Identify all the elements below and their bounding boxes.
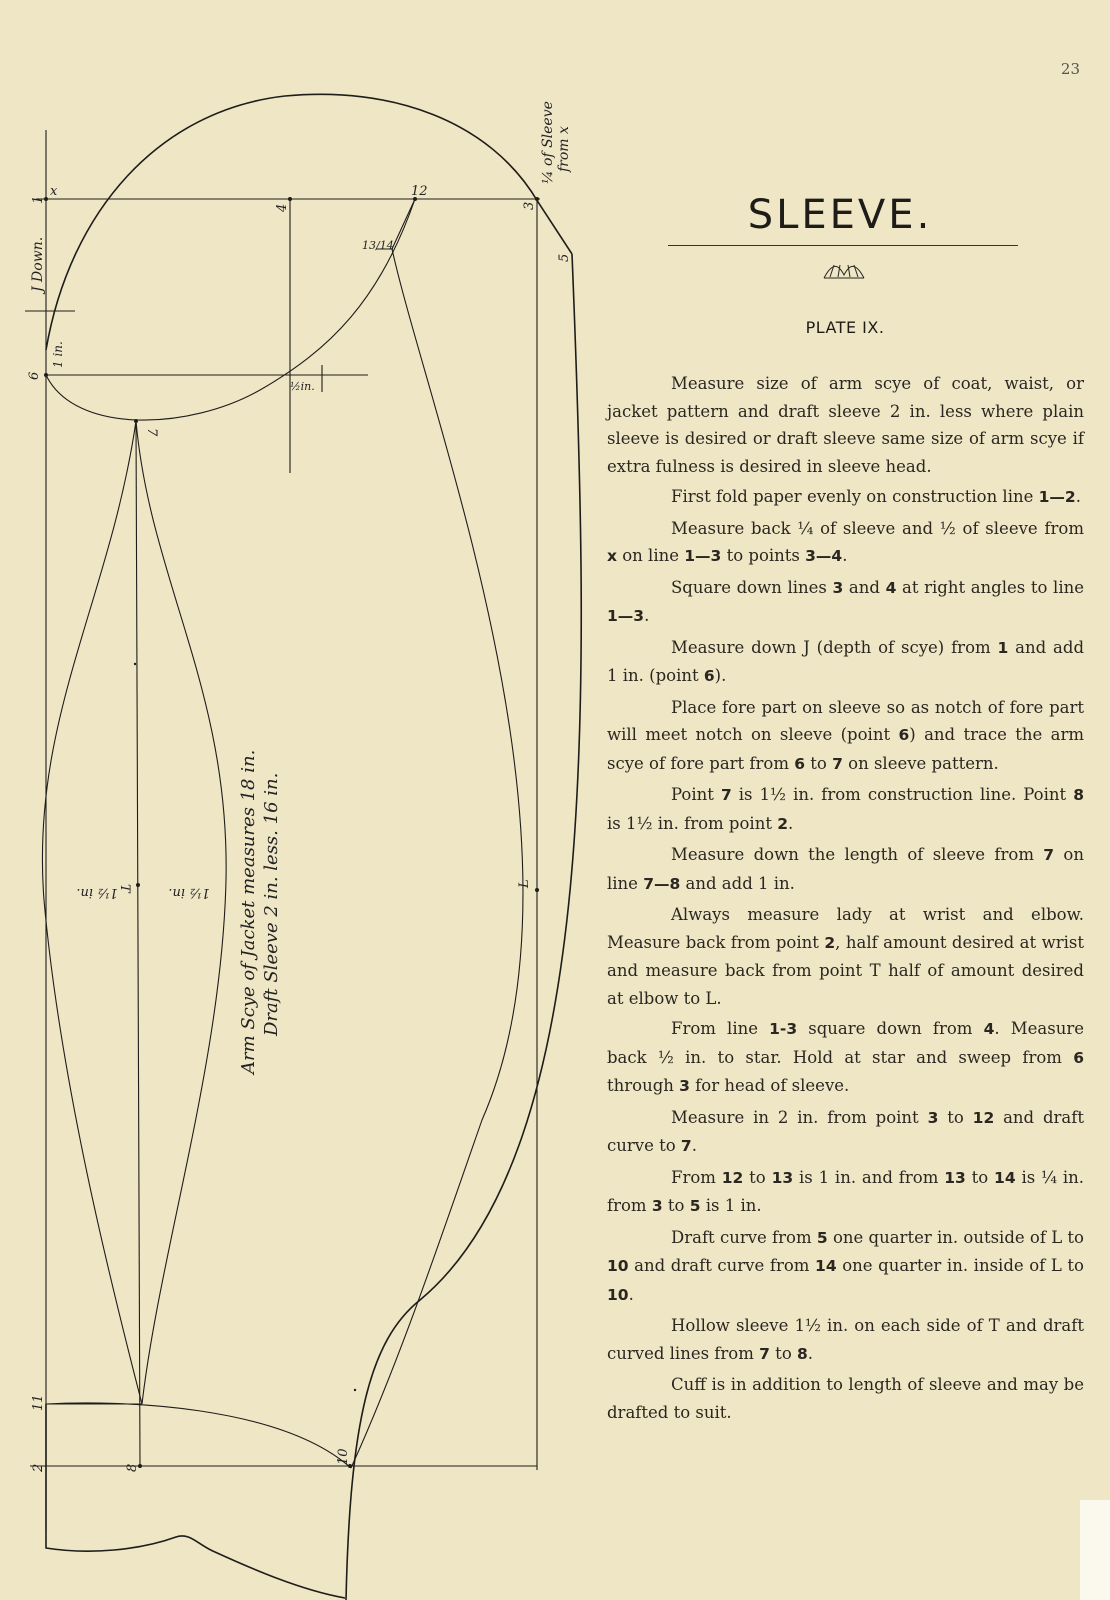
- text-run: to: [938, 1107, 973, 1127]
- point-reference: 12: [721, 1168, 744, 1187]
- instruction-paragraph: [607, 694, 1084, 779]
- note-draft-sleeve: Draft Sleeve 2 in. less. 16 in.: [261, 772, 282, 1036]
- point-reference: 7: [759, 1344, 770, 1363]
- text-run: From line: [671, 1019, 770, 1038]
- point-reference: 3—4: [805, 547, 843, 565]
- text-run: Measure down J (depth of scye) from: [671, 637, 998, 657]
- wrist-curve: [46, 1403, 351, 1468]
- page-title: SLEEVE.: [747, 192, 933, 238]
- text-run: Always measure lady at wrist and elbow. Measure back from point: [607, 905, 1084, 952]
- text-run: and draft curve from: [628, 1256, 816, 1275]
- text-run: and: [843, 577, 886, 597]
- text-run: to: [743, 1167, 772, 1187]
- instruction-paragraph: [607, 781, 1084, 838]
- text-run: is ¼ in. from: [607, 1167, 1085, 1215]
- text-run: to: [662, 1196, 690, 1215]
- point-reference: 1—3: [607, 607, 645, 625]
- page-number: 23: [1060, 60, 1080, 78]
- point-reference: 4: [885, 578, 897, 597]
- page-edge: [1080, 1500, 1110, 1600]
- label-j-down: J Down.: [30, 236, 46, 292]
- label-one-half-left: 1½ in.: [76, 885, 118, 900]
- text-run: one quarter in. inside of L to: [836, 1256, 1084, 1275]
- label-point-3: 3: [522, 201, 537, 210]
- point-reference: 7: [680, 1137, 692, 1155]
- point-reference: 1: [997, 638, 1009, 657]
- point-reference: x: [607, 547, 617, 565]
- point-reference: 8: [797, 1344, 808, 1363]
- text-run: , half amount desired at wrist and measure back from point T half of amount desired at elbow to L.: [607, 932, 1084, 1008]
- text-run: ).: [714, 666, 727, 685]
- label-point-5: 5: [557, 253, 572, 262]
- hollow-curve-left: [42, 421, 142, 1404]
- text-run: to points: [721, 546, 806, 565]
- point-reference: 2: [824, 933, 836, 952]
- label-quarter-of-sleeve: ¼ of Sleeve: [540, 101, 556, 184]
- instruction-paragraph: [607, 483, 1084, 512]
- label-point-6: 6: [27, 371, 42, 380]
- label-point-12: 12: [411, 184, 428, 199]
- hollow-curve-right: [136, 421, 226, 1404]
- text-run: ) and trace the arm scye of fore part from: [607, 725, 1084, 773]
- point-reference: 13: [944, 1168, 966, 1187]
- label-point-8: 8: [125, 1463, 140, 1472]
- label-one-in: 1 in.: [51, 341, 65, 368]
- line-7-8: [136, 421, 140, 1465]
- label-from-x: from x: [556, 126, 572, 172]
- point-reference: 1—2: [1038, 488, 1076, 506]
- instruction-paragraph: [607, 1371, 1084, 1426]
- label-half-in: ½in.: [290, 380, 315, 393]
- text-run: .: [807, 1343, 814, 1363]
- label-point-13-14: 13/14: [362, 239, 394, 252]
- point-reference: 1-3: [769, 1020, 798, 1038]
- point-reference: 13: [771, 1168, 794, 1187]
- text-run: and add 1 in.: [680, 873, 795, 893]
- text-run: is 1 in.: [700, 1196, 762, 1215]
- instruction-paragraph: [607, 1104, 1084, 1161]
- text-run: .: [1075, 487, 1081, 506]
- text-run: to: [769, 1343, 797, 1363]
- point-reference: 7—8: [643, 874, 681, 893]
- text-run: Measure down the length of sleeve from: [671, 845, 1044, 864]
- text-run: on sleeve pattern.: [842, 753, 999, 773]
- underarm-curve: [46, 199, 415, 420]
- plate-heading: PLATE IX.: [805, 318, 885, 337]
- point-reference: 7: [832, 754, 843, 773]
- text-run: is 1½ in. from construction line. Point: [731, 785, 1074, 804]
- text-run: Place fore part on sleeve so as notch of fore part will meet notch on sleeve (point: [607, 697, 1084, 744]
- point-reference: 8: [1073, 786, 1084, 804]
- point-reference: 6: [794, 754, 806, 773]
- text-run: to: [805, 753, 833, 773]
- text-run: Square down lines: [671, 577, 833, 597]
- label-point-4: 4: [275, 203, 290, 212]
- instruction-paragraph: [607, 515, 1084, 571]
- instruction-paragraph: [607, 1015, 1084, 1101]
- text-run: at right angles to line: [896, 577, 1084, 597]
- title-rule: [668, 245, 1018, 246]
- sleeve-head-curve: [46, 94, 572, 350]
- text-run: Measure size of arm scye of coat, waist, or jacket pattern and draft sleeve 2 in. less where plain sleeve is desired or draft sleeve same size of arm scye if extra fulness is desired in sleeve head.: [607, 374, 1084, 476]
- point-reference: 3: [927, 1108, 939, 1127]
- text-run: Point: [671, 785, 721, 804]
- instruction-paragraph: [607, 1312, 1084, 1368]
- text-run: .: [628, 1284, 634, 1304]
- text-run: on line: [607, 845, 1084, 893]
- text-run: square down from: [797, 1019, 984, 1038]
- instruction-paragraph: [607, 1224, 1084, 1310]
- label-L: L: [517, 879, 532, 888]
- text-run: and draft curve to: [607, 1107, 1085, 1155]
- instructions-text: [607, 370, 1084, 1429]
- text-run: to: [965, 1167, 995, 1187]
- text-run: Draft curve from: [671, 1227, 817, 1247]
- point-reference: 14: [815, 1257, 837, 1275]
- line-12-13: [392, 199, 415, 249]
- text-run: for head of sleeve.: [689, 1076, 850, 1095]
- text-run: and add 1 in. (point: [607, 637, 1085, 685]
- label-x: x: [50, 184, 58, 199]
- text-run: is 1½ in. from point: [607, 813, 778, 833]
- text-run: .: [842, 546, 848, 565]
- text-run: Cuff is in addition to length of sleeve and may be drafted to suit.: [607, 1375, 1084, 1422]
- instruction-paragraph: [607, 574, 1084, 631]
- text-run: . Measure back ½ in. to star. Hold at star and sweep from: [607, 1019, 1085, 1067]
- text-run: .: [691, 1136, 697, 1155]
- point-reference: 10: [607, 1285, 629, 1304]
- point-reference: 5: [689, 1197, 701, 1215]
- point-reference: 5: [816, 1228, 828, 1247]
- instruction-paragraph: [607, 901, 1084, 1012]
- point-reference: 12: [972, 1108, 995, 1127]
- text-run: .: [788, 813, 794, 833]
- point-reference: 6: [1073, 1048, 1084, 1067]
- label-point-2: 2: [31, 1463, 46, 1472]
- point-reference: 10: [607, 1257, 629, 1275]
- text-run: Measure back ¼ of sleeve and ½ of sleeve from: [671, 518, 1084, 538]
- instruction-paragraph: [607, 841, 1084, 898]
- point-reference: 6: [898, 726, 910, 744]
- note-arm-scye: Arm Scye of Jacket measures 18 in.: [238, 749, 259, 1074]
- text-run: First fold paper evenly on construction line: [671, 487, 1039, 506]
- label-one-half-right: 1½ in.: [168, 885, 210, 900]
- point-reference: 6: [703, 667, 715, 685]
- text-run: one quarter in. outside of L to: [827, 1227, 1084, 1247]
- point-reference: 7: [1043, 846, 1055, 864]
- point-reference: 3: [651, 1197, 663, 1215]
- label-point-11: 11: [31, 1394, 46, 1411]
- label-point-1: 1: [31, 195, 46, 204]
- point-reference: 1—3: [684, 547, 722, 565]
- point-reference: 14: [994, 1168, 1016, 1187]
- text-run: Hollow sleeve 1½ in. on each side of T and draft curved lines from: [607, 1316, 1084, 1363]
- instruction-paragraph: [607, 370, 1084, 480]
- text-run: on line: [617, 546, 685, 565]
- text-run: is 1 in. and from: [793, 1167, 945, 1187]
- instruction-paragraph: [607, 634, 1084, 691]
- label-T: T: [117, 884, 132, 893]
- point-reference: 2: [777, 814, 789, 833]
- text-run: .: [644, 606, 650, 625]
- point-reference: 7: [720, 786, 732, 804]
- ornament-icon: [820, 259, 868, 283]
- point-reference: 3: [832, 578, 844, 597]
- label-point-10: 10: [336, 1448, 351, 1465]
- text-run: Measure in 2 in. from point: [671, 1107, 928, 1127]
- cuff-curve: [46, 1404, 345, 1598]
- text-run: through: [607, 1076, 680, 1095]
- label-point-7: 7: [144, 428, 159, 437]
- point-reference: 3: [679, 1077, 690, 1095]
- text-run: From: [671, 1167, 722, 1187]
- instruction-paragraph: [607, 1164, 1084, 1221]
- point-reference: 4: [983, 1020, 995, 1038]
